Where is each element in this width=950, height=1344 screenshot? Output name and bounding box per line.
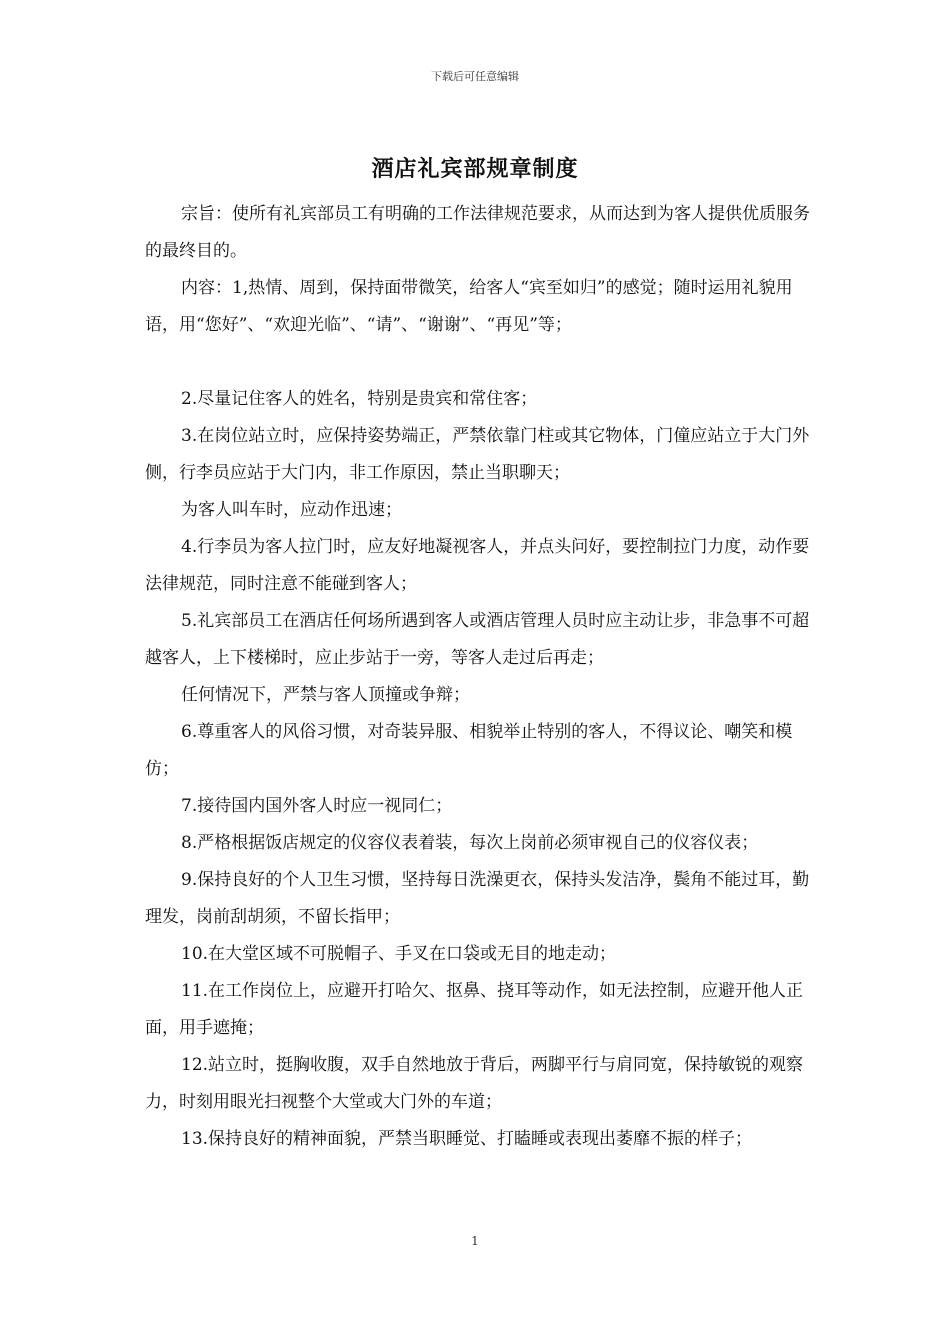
paragraph-item-3: 3.在岗位站立时，应保持姿势端正，严禁依靠门柱或其它物体，门僮应站立于大门外侧，行李员应站于大门内，非工作原因，禁止当职聊天； xyxy=(145,426,810,483)
paragraph-item-6: 6.尊重客人的风俗习惯，对奇装异服、相貌举止特别的客人，不得议论、嘲笑和模仿； xyxy=(145,722,793,779)
paragraph-item-9: 9.保持良好的个人卫生习惯，坚持每日洗澡更衣，保持头发洁净，鬓角不能过耳，勤理发，岗前刮胡须，不留长指甲； xyxy=(145,870,810,927)
paragraph-item-8: 8.严格根据饭店规定的仪容仪表着装，每次上岗前必须审视自己的仪容仪表； xyxy=(181,833,759,853)
paragraph-item-10: 10.在大堂区域不可脱帽子、手叉在口袋或无目的地走动； xyxy=(181,944,617,964)
paragraph-item-5: 5.礼宾部员工在酒店任何场所遇到客人或酒店管理人员时应主动让步，非急事不可超越客人，上下楼梯时，应止步站于一旁，等客人走过后再走； xyxy=(145,611,810,668)
paragraph-item-13: 13.保持良好的精神面貌，严禁当职睡觉、打瞌睡或表现出萎靡不振的样子； xyxy=(181,1129,753,1149)
paragraph-item-2: 2.尽量记住客人的姓名，特别是贵宾和常住客； xyxy=(181,389,538,409)
paragraph-item-5-note: 任何情况下，严禁与客人顶撞或争辩； xyxy=(181,685,470,705)
paragraph-item-12: 12.站立时，挺胸收腹，双手自然地放于背后，两脚平行与肩同宽，保持敏锐的观察力，时刻用眼光扫视整个大堂或大门外的车道； xyxy=(145,1055,804,1112)
paragraph-item-7: 7.接待国内国外客人时应一视同仁； xyxy=(181,796,453,816)
paragraph-purpose: 宗旨：使所有礼宾部员工有明确的工作法律规范要求，从而达到为客人提供优质服务的最终目的。 xyxy=(145,204,810,261)
paragraph-item-4: 4.行李员为客人拉门时，应友好地凝视客人，并点头问好，要控制拉门力度，动作要法律规范，同时注意不能碰到客人； xyxy=(145,537,810,594)
paragraph-item-1: 内容：1,热情、周到，保持面带微笑，给客人“宾至如归”的感觉；随时运用礼貌用语，用“您好”、“欢迎光临”、“请”、“谢谢”、“再见”等； xyxy=(145,278,793,335)
document-body xyxy=(145,196,815,1158)
paragraph-spacer xyxy=(145,344,815,381)
page-number: 1 xyxy=(471,1234,479,1248)
header-note: 下载后可任意编辑 xyxy=(431,70,519,83)
paragraph-item-3-note: 为客人叫车时，应动作迅速； xyxy=(181,500,402,520)
paragraph-item-11: 11.在工作岗位上，应避开打哈欠、抠鼻、挠耳等动作，如无法控制，应避开他人正面，用手遮掩； xyxy=(145,981,804,1038)
document-title: 酒店礼宾部规章制度 xyxy=(371,156,579,182)
